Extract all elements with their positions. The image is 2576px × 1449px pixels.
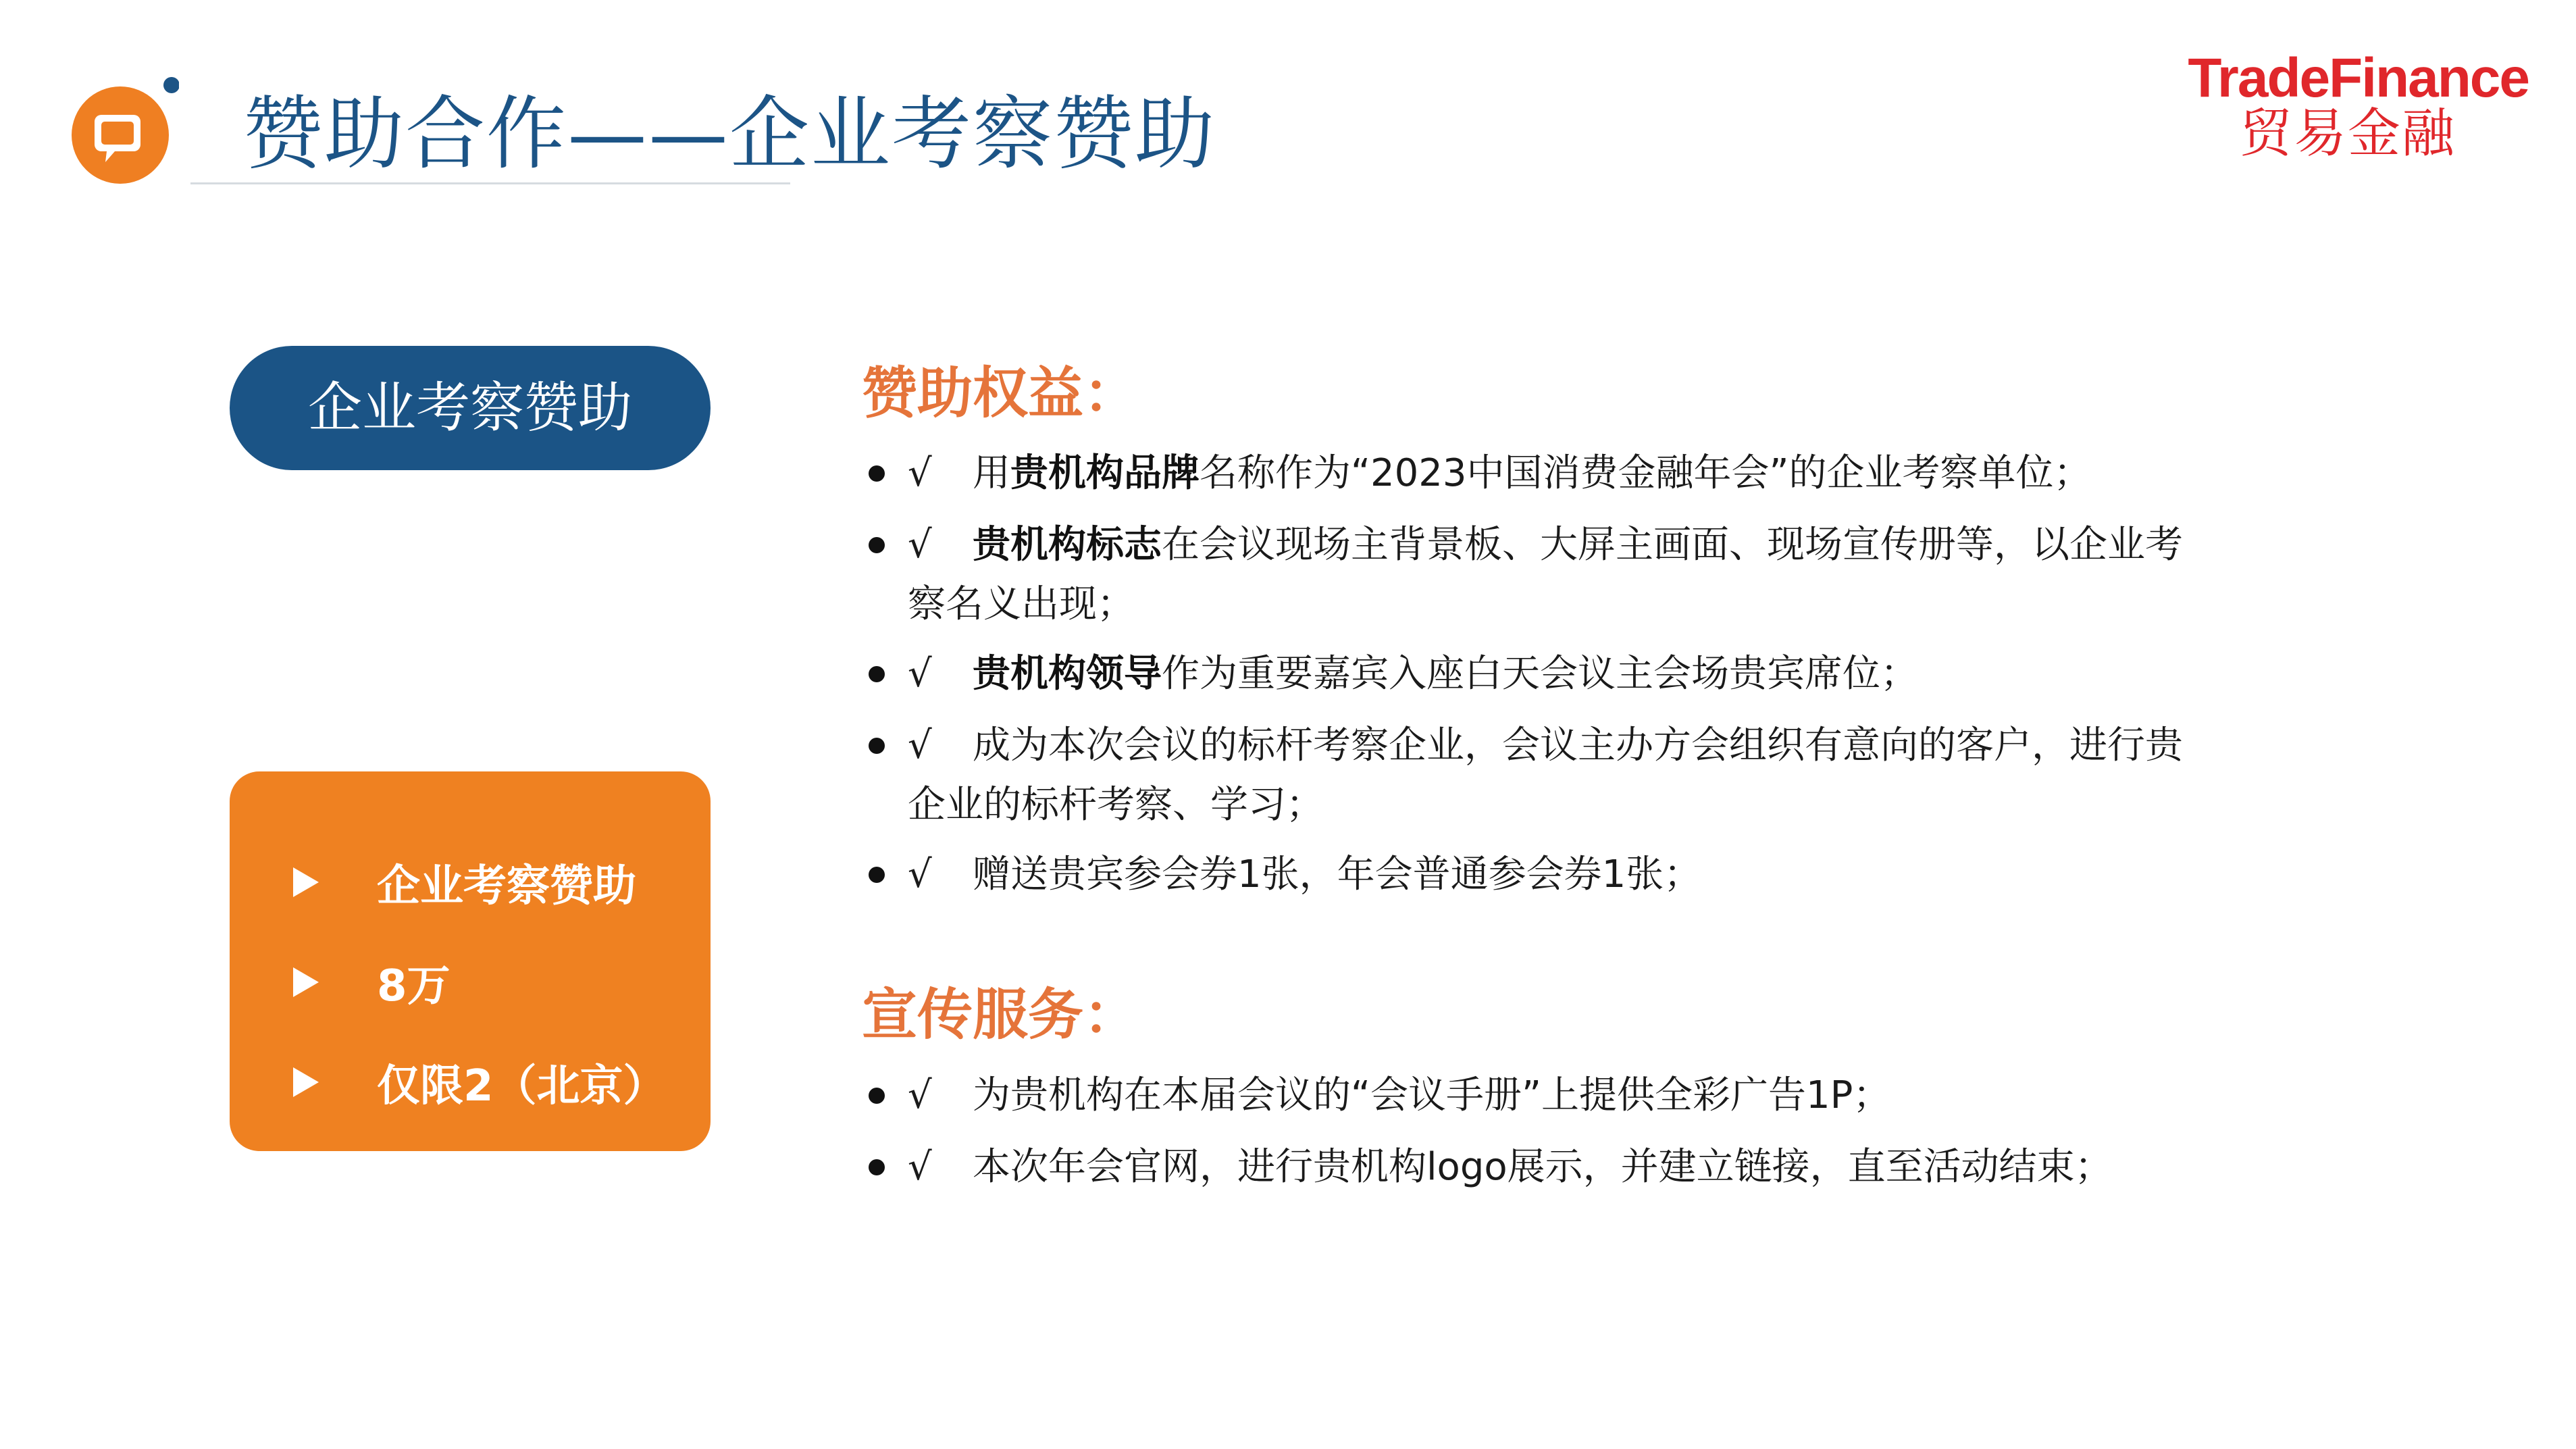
benefit-item-continued: 企业的标杆考察、学习；: [908, 783, 1324, 827]
publicity-item: 本次年会官网，进行贵机构logo展示，并建立链接，直至活动结束；: [973, 1145, 2113, 1189]
check-mark: √: [908, 652, 932, 696]
benefit-item: 贵机构标志在会议现场主背景板、大屏主画面、现场宣传册等，以企业考: [973, 523, 2183, 567]
benefit-item: 成为本次会议的标杆考察企业，会议主办方会组织有意向的客户，进行贵: [973, 723, 2183, 767]
summary-item: [293, 1048, 667, 1116]
bullet-dot-icon: [869, 537, 885, 553]
brand-logo-cn: 贸易金融: [2240, 103, 2456, 164]
check-mark: √: [908, 451, 932, 495]
summary-item: [293, 948, 450, 1016]
check-mark: √: [908, 523, 932, 567]
publicity-item: 为贵机构在本届会议的“会议手册”上提供全彩广告1P；: [973, 1073, 1891, 1117]
check-mark: √: [908, 1145, 932, 1189]
benefit-item: 贵机构领导作为重要嘉宾入座白天会议主会场贵宾席位；: [973, 652, 1918, 696]
bullet-dot-icon: [869, 666, 885, 682]
brand-logo-en: TradeFinance: [2188, 47, 2529, 109]
check-mark: √: [908, 723, 932, 767]
benefit-item-continued: 察名义出现；: [908, 582, 1135, 626]
play-triangle-icon: [293, 967, 319, 997]
publicity-heading: 宣传服务：: [862, 983, 1139, 1047]
bullet-dot-icon: [869, 867, 885, 883]
benefit-item: 用贵机构品牌名称作为“2023中国消费金融年会”的企业考察单位；: [973, 451, 2092, 495]
check-mark: √: [908, 853, 932, 896]
page-title: 赞助合作——企业考察赞助: [243, 87, 1216, 180]
play-triangle-icon: [293, 1067, 319, 1097]
play-triangle-icon: [293, 867, 319, 897]
sponsorship-type-pill: 企业考察赞助: [230, 346, 711, 470]
bullet-dot-icon: [869, 738, 885, 754]
benefit-item: 赠送贵宾参会券1张，年会普通参会券1张；: [973, 853, 1702, 896]
summary-item: [293, 848, 636, 916]
bullet-dot-icon: [869, 465, 885, 482]
bullet-dot-icon: [869, 1088, 885, 1104]
check-mark: √: [908, 1073, 932, 1117]
summary-item-text: 8万: [377, 961, 450, 1011]
summary-item-text: 仅限2（北京）: [377, 1061, 667, 1111]
title-underline: [190, 182, 790, 184]
bullet-dot-icon: [869, 1159, 885, 1175]
benefits-heading: 赞助权益：: [862, 361, 1139, 426]
chat-bubble-logo-icon: [68, 73, 179, 184]
summary-item-text: 企业考察赞助: [377, 861, 636, 911]
sponsorship-summary-box: [230, 771, 711, 1151]
